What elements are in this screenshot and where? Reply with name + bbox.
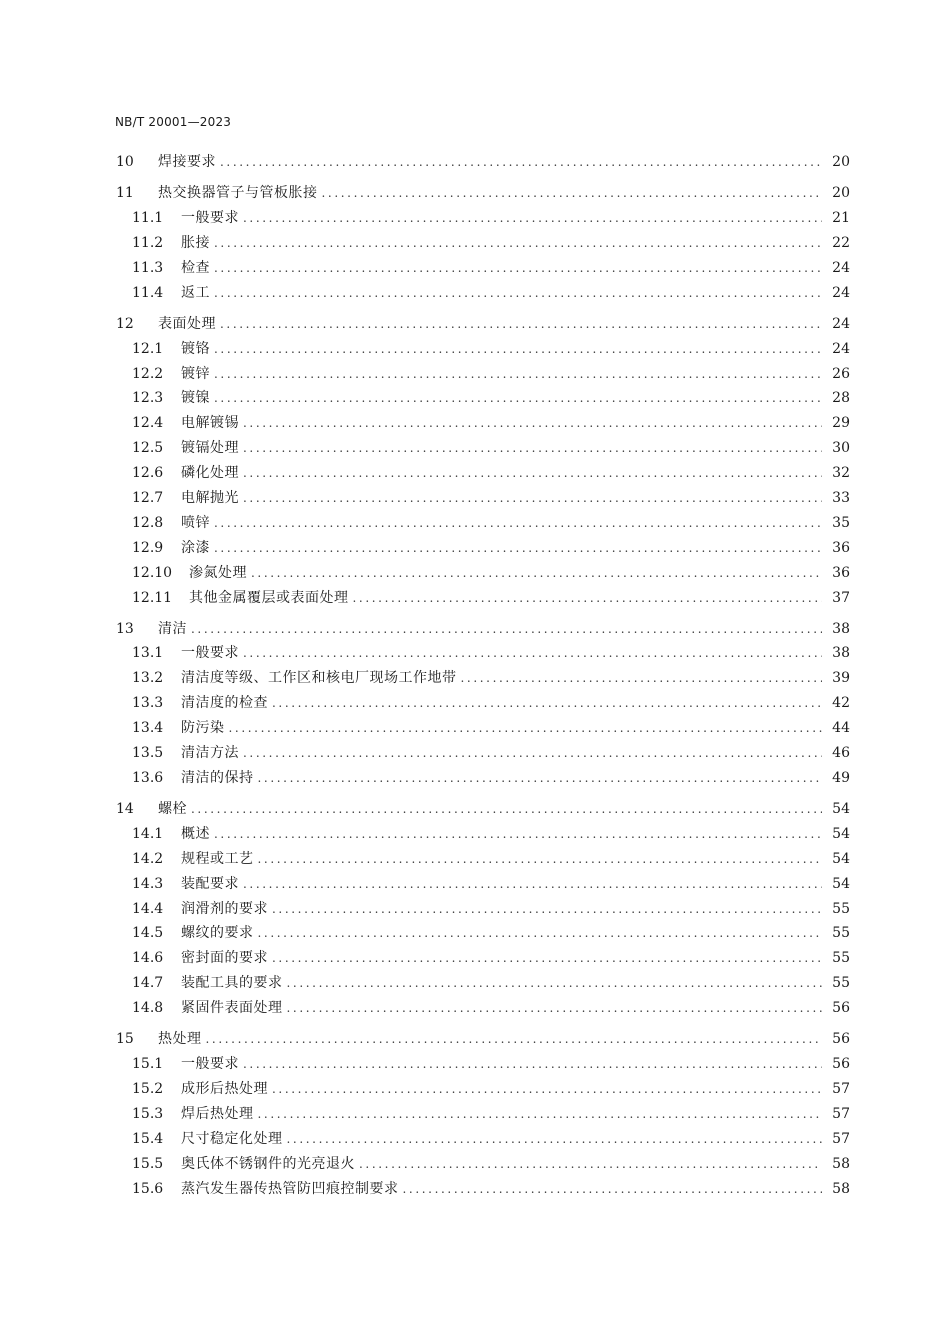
toc-entry-page-number: 55 (832, 900, 850, 917)
toc-entry-page-number: 28 (832, 390, 850, 407)
toc-entry-number: 14.8 (132, 1000, 164, 1017)
toc-entry-title: 清洁 (158, 620, 187, 637)
dot-leader (243, 206, 822, 231)
toc-entry-page-number: 38 (832, 620, 850, 637)
toc-entry-page-number: 54 (832, 825, 850, 842)
toc-entry-title: 清洁度等级、工作区和核电厂现场工作地带 (181, 670, 457, 687)
toc-entry-page-number: 26 (832, 365, 850, 382)
toc-entry-title: 润滑剂的要求 (181, 900, 268, 917)
toc-entry-page-number: 24 (832, 284, 850, 301)
toc-entry[interactable] (113, 921, 850, 946)
toc-entry[interactable] (113, 741, 850, 766)
dot-leader (258, 1102, 823, 1127)
toc-entry-title: 成形后热处理 (181, 1081, 268, 1097)
toc-entry-page-number: 55 (832, 925, 850, 942)
toc-entry[interactable] (113, 822, 850, 847)
toc-entry-page-number: 21 (832, 209, 850, 226)
dot-leader (243, 1052, 822, 1077)
toc-entry-number: 12.6 (132, 465, 164, 482)
toc-entry-number: 15.6 (132, 1180, 164, 1197)
toc-entry-title: 清洁的保持 (181, 769, 254, 786)
toc-entry-page-number: 39 (832, 670, 850, 687)
toc-entry[interactable] (113, 561, 850, 586)
toc-entry[interactable] (113, 181, 850, 206)
toc-entry-page-number: 24 (832, 315, 850, 332)
toc-entry-number: 12.3 (132, 390, 164, 407)
toc-entry-page-number: 30 (832, 440, 850, 457)
toc-entry-page-number: 56 (832, 1056, 850, 1073)
table-of-contents (113, 150, 850, 1201)
toc-entry-page-number: 38 (832, 645, 850, 662)
toc-entry-title: 镀铬 (181, 340, 210, 357)
toc-entry[interactable] (113, 872, 850, 897)
dot-leader (191, 797, 822, 822)
toc-entry-page-number: 54 (832, 875, 850, 892)
toc-entry[interactable] (113, 461, 850, 486)
toc-entry-page-number: 29 (832, 415, 850, 432)
toc-entry-number: 12.7 (132, 489, 164, 506)
toc-entry-title: 概述 (181, 825, 210, 842)
toc-entry-page-number: 54 (832, 801, 850, 818)
toc-entry-number: 12.10 (132, 564, 173, 581)
toc-entry-number: 13.3 (132, 695, 164, 712)
toc-entry-title: 一般要求 (181, 209, 239, 226)
dot-leader (287, 1127, 823, 1152)
dot-leader (243, 436, 822, 461)
dot-leader (214, 256, 822, 281)
toc-entry-title: 热处理 (158, 1031, 202, 1048)
toc-entry-number: 14.4 (132, 900, 164, 917)
toc-entry-number: 11.2 (132, 234, 164, 251)
toc-entry-number: 14.6 (132, 950, 164, 967)
toc-entry-title: 螺栓 (158, 801, 187, 818)
toc-entry-page-number: 55 (832, 975, 850, 992)
toc-entry-number: 13.6 (132, 769, 164, 786)
toc-entry-number: 11.3 (132, 259, 164, 276)
toc-entry[interactable] (113, 1077, 850, 1102)
toc-entry-number: 15.5 (132, 1155, 164, 1172)
toc-entry-number: 15.3 (132, 1105, 164, 1122)
toc-entry[interactable] (113, 797, 850, 822)
toc-entry[interactable] (113, 847, 850, 872)
toc-entry-page-number: 57 (832, 1130, 850, 1147)
toc-entry-number: 15.2 (132, 1081, 164, 1097)
dot-leader (214, 822, 822, 847)
toc-entry-title: 装配工具的要求 (181, 975, 283, 992)
dot-leader (403, 1177, 823, 1202)
dot-leader (461, 666, 823, 691)
toc-entry[interactable] (113, 206, 850, 231)
toc-entry-number: 12.11 (132, 589, 173, 606)
dot-leader (214, 281, 822, 306)
toc-entry[interactable] (113, 716, 850, 741)
toc-entry[interactable] (113, 1027, 850, 1052)
toc-entry-title: 奥氏体不锈钢件的光亮退火 (181, 1155, 355, 1172)
toc-entry-page-number: 57 (832, 1105, 850, 1122)
toc-entry-page-number: 33 (832, 489, 850, 506)
toc-entry[interactable] (113, 666, 850, 691)
toc-entry-page-number: 56 (832, 1031, 850, 1048)
toc-entry-page-number: 57 (832, 1081, 850, 1097)
dot-leader (214, 536, 822, 561)
toc-entry[interactable] (113, 150, 850, 175)
toc-entry-number: 11.1 (132, 209, 164, 226)
toc-entry[interactable] (113, 996, 850, 1021)
toc-entry[interactable] (113, 1127, 850, 1152)
toc-entry-page-number: 55 (832, 950, 850, 967)
toc-entry-number: 12.1 (132, 340, 164, 357)
document-code: NB/T 20001—2023 (115, 115, 232, 129)
dot-leader (272, 691, 822, 716)
toc-entry[interactable] (113, 362, 850, 387)
toc-entry-title: 一般要求 (181, 1056, 239, 1073)
toc-entry-number: 14.5 (132, 925, 164, 942)
toc-entry-title: 检查 (181, 259, 210, 276)
dot-leader (220, 312, 822, 337)
toc-entry-page-number: 49 (832, 769, 850, 786)
toc-entry-title: 磷化处理 (181, 465, 239, 482)
toc-entry-page-number: 36 (832, 564, 850, 581)
toc-entry-number: 13 (116, 620, 134, 637)
dot-leader (251, 561, 822, 586)
toc-entry-number: 15 (116, 1031, 134, 1048)
toc-entry-page-number: 58 (832, 1155, 850, 1172)
dot-leader (214, 386, 822, 411)
dot-leader (258, 847, 823, 872)
dot-leader (287, 971, 823, 996)
toc-entry-title: 渗氮处理 (189, 564, 247, 581)
dot-leader (243, 461, 822, 486)
toc-entry-title: 返工 (181, 284, 210, 301)
toc-entry-page-number: 46 (832, 745, 850, 762)
toc-entry[interactable] (113, 337, 850, 362)
toc-entry[interactable] (113, 411, 850, 436)
dot-leader (243, 872, 822, 897)
toc-entry-title: 清洁方法 (181, 745, 239, 762)
toc-entry-number: 14.7 (132, 975, 164, 992)
toc-entry-number: 13.2 (132, 670, 164, 687)
dot-leader (272, 1077, 822, 1102)
dot-leader (272, 897, 822, 922)
toc-entry-title: 表面处理 (158, 315, 216, 332)
toc-entry-page-number: 37 (832, 589, 850, 606)
toc-entry[interactable] (113, 897, 850, 922)
toc-entry-title: 焊后热处理 (181, 1105, 254, 1122)
toc-entry-number: 14.3 (132, 875, 164, 892)
toc-entry[interactable] (113, 256, 850, 281)
toc-entry-title: 螺纹的要求 (181, 925, 254, 942)
dot-leader (206, 1027, 823, 1052)
dot-leader (287, 996, 823, 1021)
dot-leader (353, 586, 823, 611)
toc-entry[interactable] (113, 641, 850, 666)
toc-entry[interactable] (113, 436, 850, 461)
dot-leader (272, 946, 822, 971)
toc-entry[interactable] (113, 1102, 850, 1127)
toc-entry[interactable] (113, 486, 850, 511)
toc-entry-page-number: 58 (832, 1180, 850, 1197)
toc-entry[interactable] (113, 691, 850, 716)
toc-entry-page-number: 24 (832, 340, 850, 357)
toc-entry-title: 电解镀锡 (181, 415, 239, 432)
toc-entry-title: 其他金属覆层或表面处理 (189, 589, 349, 606)
toc-entry-number: 12.9 (132, 539, 164, 556)
toc-entry[interactable] (113, 281, 850, 306)
toc-entry-page-number: 32 (832, 465, 850, 482)
dot-leader (229, 716, 823, 741)
dot-leader (214, 511, 822, 536)
toc-entry-page-number: 22 (832, 234, 850, 251)
toc-entry-page-number: 36 (832, 539, 850, 556)
dot-leader (258, 766, 823, 791)
toc-entry-title: 镀镉处理 (181, 440, 239, 457)
dot-leader (243, 486, 822, 511)
toc-entry-number: 14.1 (132, 825, 164, 842)
dot-leader (214, 337, 822, 362)
dot-leader (359, 1152, 822, 1177)
toc-entry-page-number: 20 (832, 154, 850, 170)
toc-entry-title: 蒸汽发生器传热管防凹痕控制要求 (181, 1180, 399, 1197)
toc-entry[interactable] (113, 1152, 850, 1177)
toc-entry[interactable] (113, 1177, 850, 1202)
toc-entry-number: 15.4 (132, 1130, 164, 1147)
toc-entry-title: 防污染 (181, 720, 225, 737)
toc-entry-number: 12.8 (132, 514, 164, 531)
toc-entry[interactable] (113, 586, 850, 611)
toc-entry-title: 涂漆 (181, 539, 210, 556)
toc-entry-title: 镀锌 (181, 365, 210, 382)
toc-entry-number: 11 (116, 185, 134, 202)
dot-leader (243, 741, 822, 766)
toc-entry-title: 热交换器管子与管板胀接 (158, 185, 318, 202)
dot-leader (220, 150, 822, 175)
toc-entry[interactable] (113, 536, 850, 561)
dot-leader (322, 181, 823, 206)
toc-entry[interactable] (113, 386, 850, 411)
toc-entry[interactable] (113, 1052, 850, 1077)
toc-entry-page-number: 35 (832, 514, 850, 531)
toc-entry[interactable] (113, 946, 850, 971)
toc-entry-number: 13.4 (132, 720, 164, 737)
dot-leader (243, 411, 822, 436)
toc-entry[interactable] (113, 312, 850, 337)
toc-entry-title: 装配要求 (181, 875, 239, 892)
toc-entry-number: 10 (116, 154, 134, 170)
toc-entry-number: 11.4 (132, 284, 164, 301)
toc-entry[interactable] (113, 971, 850, 996)
toc-entry-page-number: 20 (832, 185, 850, 202)
toc-entry-number: 12.4 (132, 415, 164, 432)
dot-leader (243, 641, 822, 666)
toc-entry-number: 14 (116, 801, 134, 818)
toc-entry-number: 15.1 (132, 1056, 164, 1073)
toc-entry-page-number: 44 (832, 720, 850, 737)
toc-entry[interactable] (113, 766, 850, 791)
toc-entry-title: 焊接要求 (158, 154, 216, 170)
toc-entry-title: 规程或工艺 (181, 850, 254, 867)
dot-leader (258, 921, 823, 946)
toc-entry-number: 13.5 (132, 745, 164, 762)
toc-entry-title: 紧固件表面处理 (181, 1000, 283, 1017)
dot-leader (214, 231, 822, 256)
toc-entry-title: 胀接 (181, 234, 210, 251)
toc-entry-number: 13.1 (132, 645, 164, 662)
dot-leader (191, 617, 822, 642)
toc-entry-number: 12.2 (132, 365, 164, 382)
toc-entry-title: 尺寸稳定化处理 (181, 1130, 283, 1147)
toc-entry-title: 清洁度的检查 (181, 695, 268, 712)
toc-entry-title: 电解抛光 (181, 489, 239, 506)
toc-entry-number: 14.2 (132, 850, 164, 867)
toc-entry-title: 镀镍 (181, 390, 210, 407)
toc-entry-number: 12.5 (132, 440, 164, 457)
toc-entry[interactable] (113, 231, 850, 256)
toc-entry-page-number: 56 (832, 1000, 850, 1017)
toc-entry[interactable] (113, 617, 850, 642)
toc-entry-title: 密封面的要求 (181, 950, 268, 967)
dot-leader (214, 362, 822, 387)
toc-entry-page-number: 54 (832, 850, 850, 867)
toc-entry-page-number: 42 (832, 695, 850, 712)
toc-entry-title: 一般要求 (181, 645, 239, 662)
toc-entry-number: 12 (116, 315, 134, 332)
toc-entry-page-number: 24 (832, 259, 850, 276)
toc-entry[interactable] (113, 511, 850, 536)
toc-entry-title: 喷锌 (181, 514, 210, 531)
